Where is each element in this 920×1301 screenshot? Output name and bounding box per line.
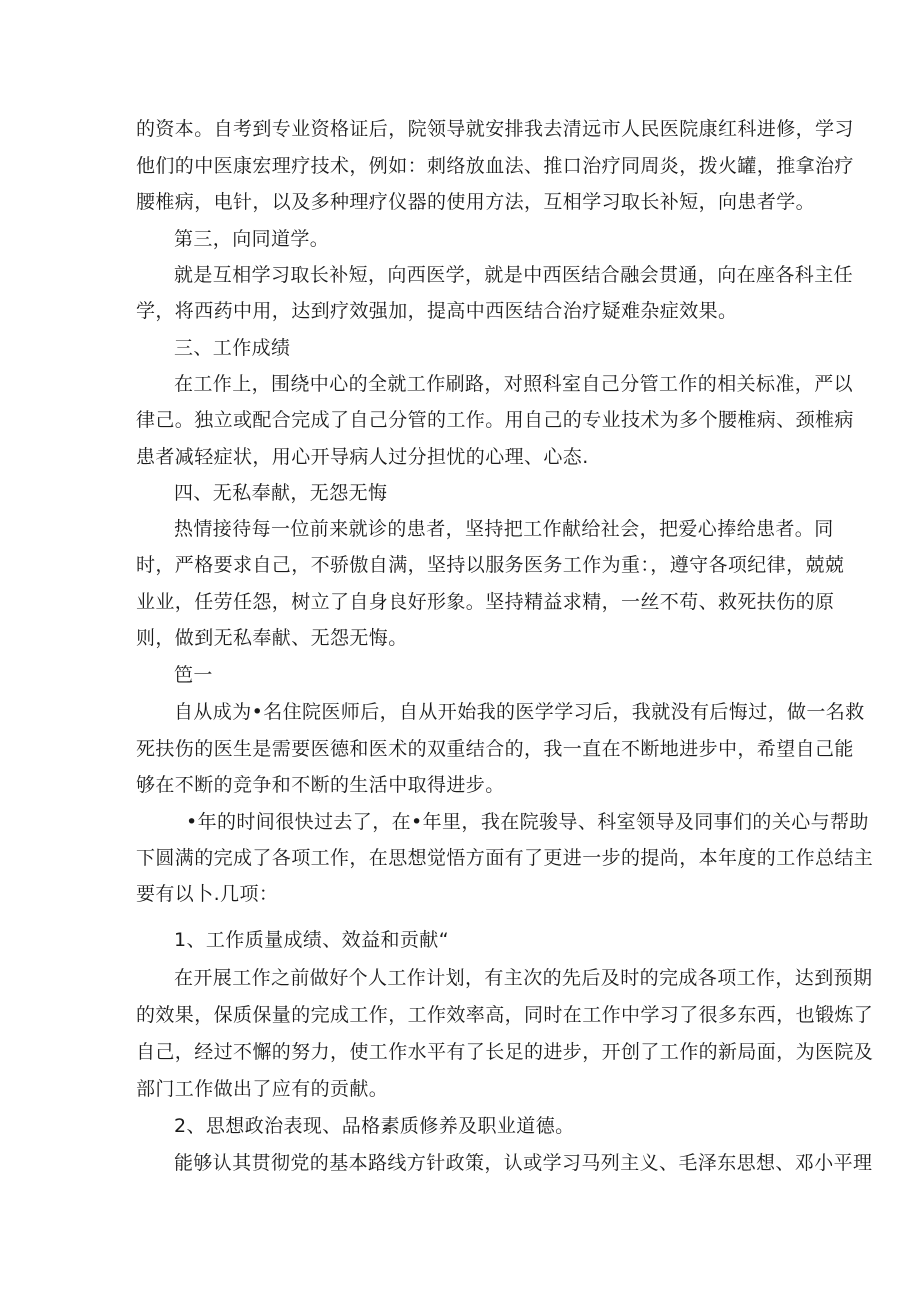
section-heading: 笆一 — [174, 664, 213, 686]
section-heading: 三、工作成绩 — [174, 337, 291, 359]
text-line: 业业，任劳任怨，树立了自身良好形象。坚持精益求精，一丝不苟、救死扶伤的原 — [136, 591, 835, 613]
text-line: 则，做到无私奉献、无怨无悔。 — [136, 627, 408, 649]
text-line: 在工作上，围绕中心的全就工作刷路，对照科室自己分管工作的相关标准，严以 — [174, 373, 854, 395]
text-line: •年的时间很快过去了，在•年里，我在院骏导、科室领导及同事们的关心与帮助 — [186, 811, 869, 833]
section-heading: 2、思想政治表现、品格素质修养及职业道德。 — [174, 1115, 575, 1137]
text-line: 腰椎病，电针，以及多种理疗仪器的使用方法，互相学习取长补短，向患者学。 — [136, 191, 816, 213]
text-line: 自己，经过不懈的努力，使工作水平有了长足的进步，开创了工作的新局面，为医院及 — [136, 1041, 874, 1063]
text-line: 时，严格要求自己，不骄傲自满，坚持以服务医务工作为重：，遵守各项纪律，兢兢 — [136, 554, 845, 576]
text-line: 的效果，保质保量的完成工作，工作效率高，同时在工作中学习了很多东西，也锻炼了 — [136, 1004, 874, 1026]
text-line: 律己。独立或配合完成了自己分管的工作。用自己的专业技术为多个腰椎病、颈椎病 — [136, 409, 854, 431]
text-line: 部门工作做出了应有的贡献。 — [136, 1078, 389, 1100]
text-line: 自从成为•名住院医师后，自从开始我的医学学习后，我就没有后悔过，做一名救 — [174, 701, 865, 723]
text-line: 在开展工作之前做好个人工作计划，有主次的先后及时的完成各项工作，达到预期 — [174, 967, 873, 989]
text-line: 死扶伤的医生是需要医德和医术的双重结合的，我一直在不断地进步中，希望自己能 — [136, 738, 854, 760]
text-line: 能够认其贯彻党的基本路线方针政策，认或学习马列主义、毛泽东思想、邓小平理 — [174, 1152, 873, 1174]
text-line: 他们的中医康宏理疗技术，例如：刺络放血法、推口治疗同周炎，拨火罐，推拿治疗 — [136, 155, 854, 177]
text-line: 够在不断的竞争和不断的生活中取得进步。 — [136, 774, 505, 796]
text-line: 热情接待每一位前来就诊的患者，坚持把工作献给社会，把爱心捧给患者。同 — [174, 518, 834, 540]
section-heading: 1、工作质量成绩、效益和贡献“ — [174, 929, 449, 951]
text-line: 就是互相学习取长补短，向西医学，就是中西医结合融会贯通，向在座各科主任 — [174, 264, 854, 286]
section-heading: 四、无私奉献，无怨无悔 — [174, 482, 388, 504]
text-line: 下圆满的完成了各项工作，在思想觉悟方面有了更进一步的提尚，本年度的工作总结主 — [136, 847, 874, 869]
text-line: 患者减轻症状，用心开导病人过分担忧的心理、心态. — [136, 446, 589, 468]
section-heading: 第三，向同道学。 — [174, 228, 330, 250]
text-line: 要有以卜.几项： — [136, 883, 279, 905]
text-line: 学，将西药中用，达到疗效强加，提高中西医结合治疗疑难杂症效果。 — [136, 300, 738, 322]
text-line: 的资本。自考到专业资格证后，院领导就安排我去清远市人民医院康红科进修，学习 — [136, 118, 854, 140]
